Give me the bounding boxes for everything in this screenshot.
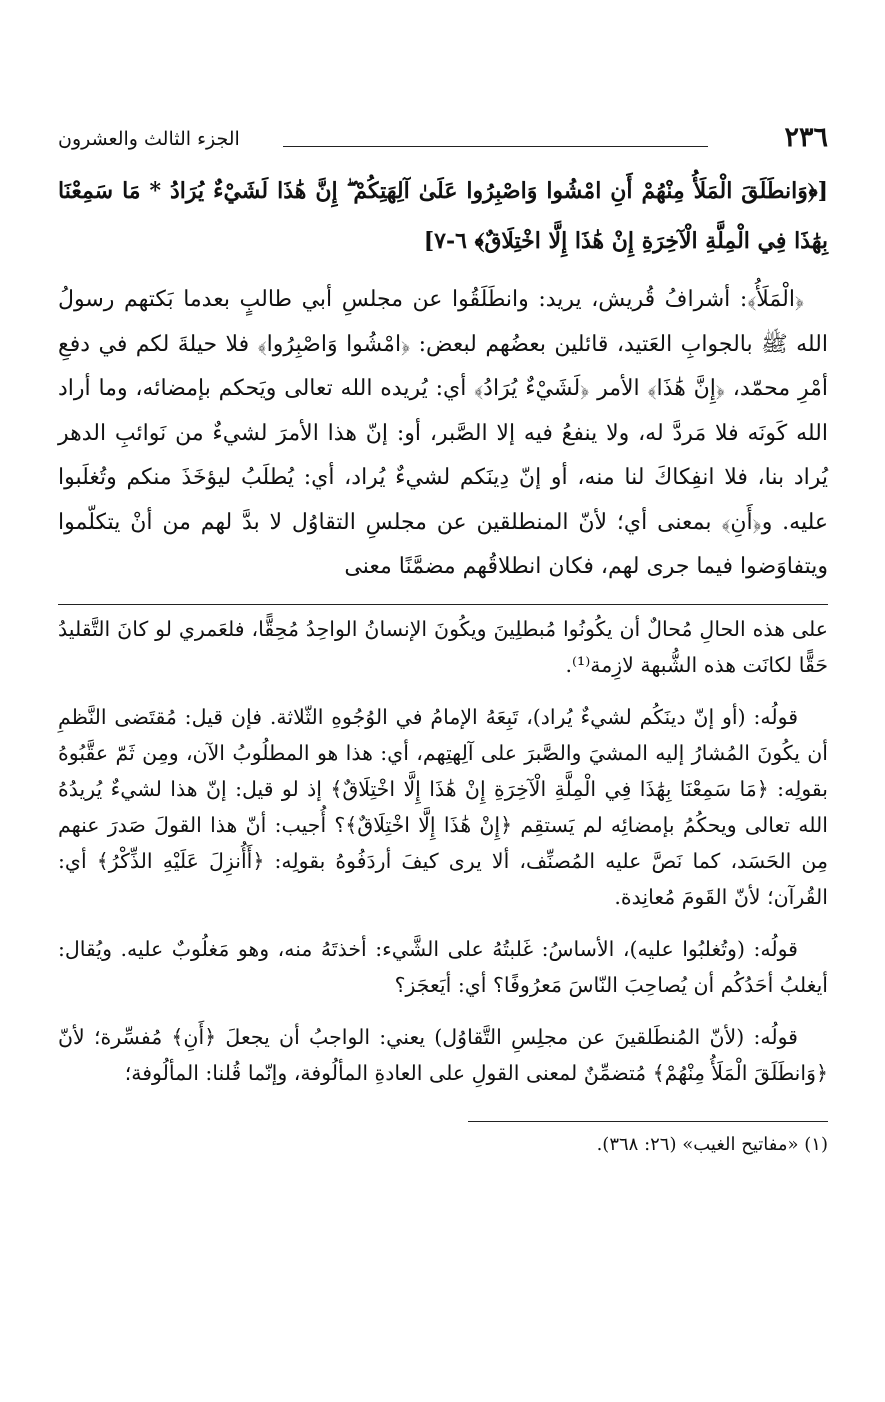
volume-title: الجزء الثالث والعشرون [58, 128, 240, 150]
footnote: (١) «مفاتيح الغيب» (٢٦: ٣٦٨). [596, 1133, 828, 1155]
page-number: ٢٣٦ [784, 122, 828, 153]
commentary-paragraph: قولُه: (وتُغلبُوا عليه)، الأساسُ: غَلبتُهُ على الشَّيء: أخذتَهُ منه، وهو مَغلُوبٌ عليه. ويُقال: أيغلبُ أحَدُكُم أن يُصاحِبَ النّاسَ مَعرُوفًا؟ أي: أيَعجَز؟ [58, 936, 828, 997]
main-text [58, 278, 828, 590]
header-rule [283, 146, 708, 147]
footnote-rule [468, 1121, 828, 1122]
quran-verse-block: [﴿وَانطَلَقَ الْمَلَأُ مِنْهُمْ أَنِ امْشُوا وَاصْبِرُوا عَلَىٰ آلِهَتِكُمْ ۖ إِنَّ هَٰذَا لَشَيْءٌ يُرَادُ * مَا سَمِعْنَا بِهَٰذَا فِي الْمِلَّةِ الْآخِرَةِ إِنْ هَٰذَا إِلَّا اخْتِلَاقٌ﴾ ٦-٧] [58, 178, 828, 254]
commentary-paragraph: قولُه: (لأنّ المُنطَلقينَ عن مجلِسِ التَّقاوُل) يعني: الواجبُ أن يجعلَ ﴿أَنِ﴾ مُفسِّرة؛ لأنّ ﴿وَانطَلَقَ الْمَلَأُ مِنْهُمْ﴾ مُتضمِّنٌ لمعنى القولِ على العادةِ المألُوفة، وإنّما قُلنا: المألُوفة؛ [58, 1024, 828, 1085]
commentary-paragraph: على هذه الحالِ مُحالٌ أن يكُونُوا مُبطلِينَ ويكُونَ الإنسانُ الواحِدُ مُحِقًّا، فلعَمري لو كانَ التَّقليدُ حَقًّا لكانَت هذه الشُّبهة لازِمة⁽¹⁾. [58, 616, 828, 677]
commentary-paragraph: قولُه: (أو إنّ دينَكُم لشيءٌ يُراد)، تَبِعَهُ الإمامُ في الوُجُوهِ الثّلاثة. فإن قيل: مُقتَضى النَّظمِ أن يكُونَ المُشارُ إليه المشيَ والصَّبرَ على آلِهتِهم، أي: هذا هو المطلُوبُ الآن، ومِن ثَمّ عقَّبُوهُ بقولِه: ﴿مَا سَمِعْنَا بِهَٰذَا فِي الْمِلَّةِ الْآخِرَةِ إِنْ هَٰذَا إِلَّا اخْتِلَاقٌ﴾ إذ لو قيل: إنّ هذا لشيءٌ يُريدُهُ الله تعالى ويحكُمُ بإمضائِه لم يَستقِم ﴿إِنْ هَٰذَا إِلَّا اخْتِلَاقٌ﴾؟ أُجيب: أنّ هذا القولَ صَدرَ عنهم مِن الحَسَد، كما نَصَّ عليه المُصنِّف، ألا يرى كيفَ أردَفُوهُ بقولِه: ﴿أَأُنزِلَ عَلَيْهِ الذِّكْرُ﴾ أي: القُرآن؛ لأنّ القَومَ مُعانِدة. [58, 704, 828, 909]
commentary-divider [58, 604, 828, 605]
main-paragraph: ﴿الْمَلَأُ﴾: أشرافُ قُريش، يريد: وانطَلَقُوا عن مجلسِ أبي طالبٍ بعدما بَكتهم رسولُ الله ﷺ بالجوابِ العَتيد، قائلين بعضُهم لبعض: ﴿امْشُوا وَاصْبِرُوا﴾ فلا حيلةَ لكم في دفعِ أمْرِ محمّد، ﴿إِنَّ هَٰذَا﴾ الأمر ﴿لَشَيْءٌ يُرَادُ﴾ أي: يُريده الله تعالى ويَحكم بإمضائه، وما أراد الله كَونَه فلا مَردَّ له، ولا ينفعُ فيه إلا الصَّبر، أو: إنّ هذا الأمرَ لشيءٌ من نَوائبِ الدهر يُراد بنا، فلا انفِكاكَ لنا منه، أو إنّ دِينَكم لشيءٌ يُراد، أي: يُطلَبُ ليؤخَذَ منكم وتُغلَبوا عليه. و﴿أَنِ﴾ بمعنى أي؛ لأنّ المنطلقين عن مجلسِ التقاوُل لا بدَّ لهم من أنْ يتكلّموا ويتفاوَضوا فيما جرى لهم، فكان انطلاقُهم مضمَّنًا معنى [58, 287, 828, 579]
book-page [58, 118, 828, 1160]
commentary-section [58, 611, 828, 1091]
page-header [58, 118, 828, 158]
